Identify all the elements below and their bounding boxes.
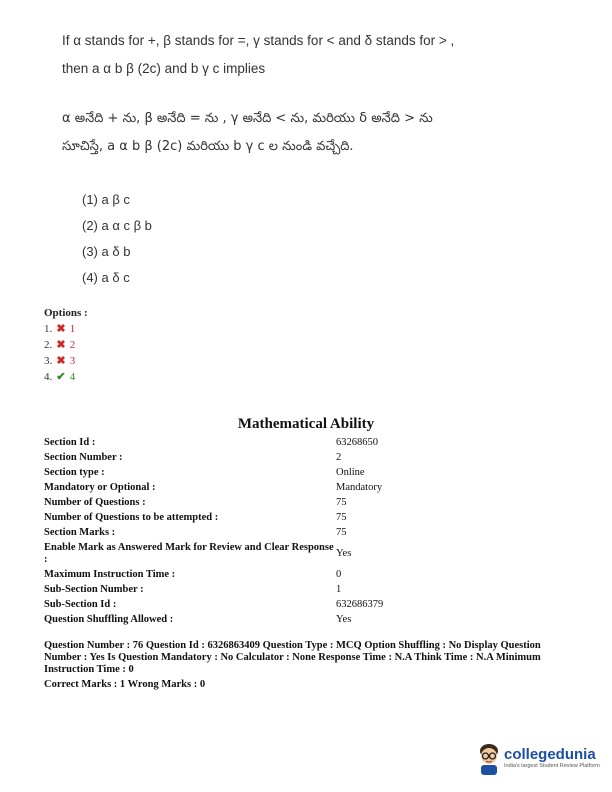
detail-label: Question Shuffling Allowed : bbox=[44, 613, 174, 625]
detail-label: Number of Questions : bbox=[44, 496, 146, 508]
detail-value: 63268650 bbox=[336, 437, 378, 448]
detail-value: Yes bbox=[336, 548, 352, 559]
detail-row bbox=[44, 465, 564, 480]
options-list bbox=[44, 306, 88, 386]
choice-3: (3) a δ b bbox=[82, 244, 131, 259]
question-english-line: then a α b β (2c) and b γ c implies bbox=[62, 61, 266, 76]
option-label: 4 bbox=[69, 371, 76, 383]
detail-label: Section Number : bbox=[44, 451, 123, 463]
question-telugu-line: సూచిస్తే, a α b β (2c) మరియు b γ c ల నుండి వచ్చేది. bbox=[62, 139, 354, 154]
detail-label: Sub-Section Id : bbox=[44, 598, 117, 610]
cross-icon: ✖ bbox=[56, 355, 66, 367]
option-item bbox=[44, 354, 88, 370]
detail-row bbox=[44, 582, 564, 597]
question-english-line: If α stands for +, β stands for =, γ stands for < and δ stands for > , bbox=[62, 33, 455, 48]
choice-4: (4) a δ c bbox=[82, 270, 130, 285]
choice-1: (1) a β c bbox=[82, 192, 130, 207]
detail-label: Mandatory or Optional : bbox=[44, 481, 156, 493]
detail-row bbox=[44, 597, 564, 612]
question-telugu-line: α అనేది + ను, β అనేది = ను , γ అనేది < ను, మరియు δ అనేది > ను bbox=[62, 111, 433, 126]
choice-2: (2) a α c β b bbox=[82, 218, 152, 233]
detail-label: Section type : bbox=[44, 466, 105, 478]
option-item bbox=[44, 370, 88, 386]
detail-label: Enable Mark as Answered Mark for Review and Clear Response : bbox=[44, 541, 334, 565]
option-number: 4. bbox=[44, 371, 53, 383]
detail-value: 2 bbox=[336, 452, 342, 463]
detail-row bbox=[44, 567, 564, 582]
brand-name: collegedunia bbox=[504, 746, 596, 763]
options-header: Options : bbox=[44, 307, 88, 319]
logo-text bbox=[504, 747, 600, 769]
section-details bbox=[44, 435, 564, 627]
student-mascot-icon bbox=[474, 740, 504, 776]
detail-row bbox=[44, 450, 564, 465]
cross-icon: ✖ bbox=[56, 339, 66, 351]
detail-row bbox=[44, 495, 564, 510]
cross-icon: ✖ bbox=[56, 323, 66, 335]
option-number: 2. bbox=[44, 339, 53, 351]
detail-value: 75 bbox=[336, 527, 347, 538]
detail-value: Online bbox=[336, 467, 365, 478]
collegedunia-logo bbox=[474, 736, 604, 780]
detail-label: Sub-Section Number : bbox=[44, 583, 144, 595]
section-title: Mathematical Ability bbox=[237, 416, 375, 432]
detail-value: Yes bbox=[336, 614, 352, 625]
option-number: 3. bbox=[44, 355, 53, 367]
brand-tagline: India's largest Student Review Platform bbox=[504, 763, 600, 769]
detail-value: Mandatory bbox=[336, 482, 383, 493]
detail-label: Section Id : bbox=[44, 436, 96, 448]
detail-row bbox=[44, 540, 564, 567]
option-number: 1. bbox=[44, 323, 53, 335]
detail-row bbox=[44, 612, 564, 627]
detail-value: 1 bbox=[336, 584, 342, 595]
marks-info: Correct Marks : 1 Wrong Marks : 0 bbox=[44, 679, 206, 690]
check-icon: ✔ bbox=[56, 371, 66, 383]
detail-value: 75 bbox=[336, 512, 347, 523]
detail-label: Section Marks : bbox=[44, 526, 116, 538]
question-info: Question Number : 76 Question Id : 6326863409 Question Type : MCQ Option Shuffling : No Display Question Number : Yes Is Question Mandatory : No Calculator : None Response Time : N.A Think Time : N.A Minimum Instruction Time : 0 bbox=[44, 640, 541, 675]
detail-label: Maximum Instruction Time : bbox=[44, 568, 176, 580]
detail-row bbox=[44, 480, 564, 495]
option-label: 3 bbox=[69, 355, 76, 367]
detail-value: 0 bbox=[336, 569, 342, 580]
option-item bbox=[44, 322, 88, 338]
detail-value: 632686379 bbox=[336, 599, 384, 610]
detail-value: 75 bbox=[336, 497, 347, 508]
detail-row bbox=[44, 510, 564, 525]
option-label: 2 bbox=[69, 339, 76, 351]
question-english bbox=[62, 30, 582, 86]
detail-row bbox=[44, 435, 564, 450]
question-telugu bbox=[62, 108, 582, 164]
detail-label: Number of Questions to be attempted : bbox=[44, 511, 219, 523]
detail-row bbox=[44, 525, 564, 540]
answer-choices bbox=[82, 190, 152, 294]
option-label: 1 bbox=[69, 323, 76, 335]
option-item bbox=[44, 338, 88, 354]
